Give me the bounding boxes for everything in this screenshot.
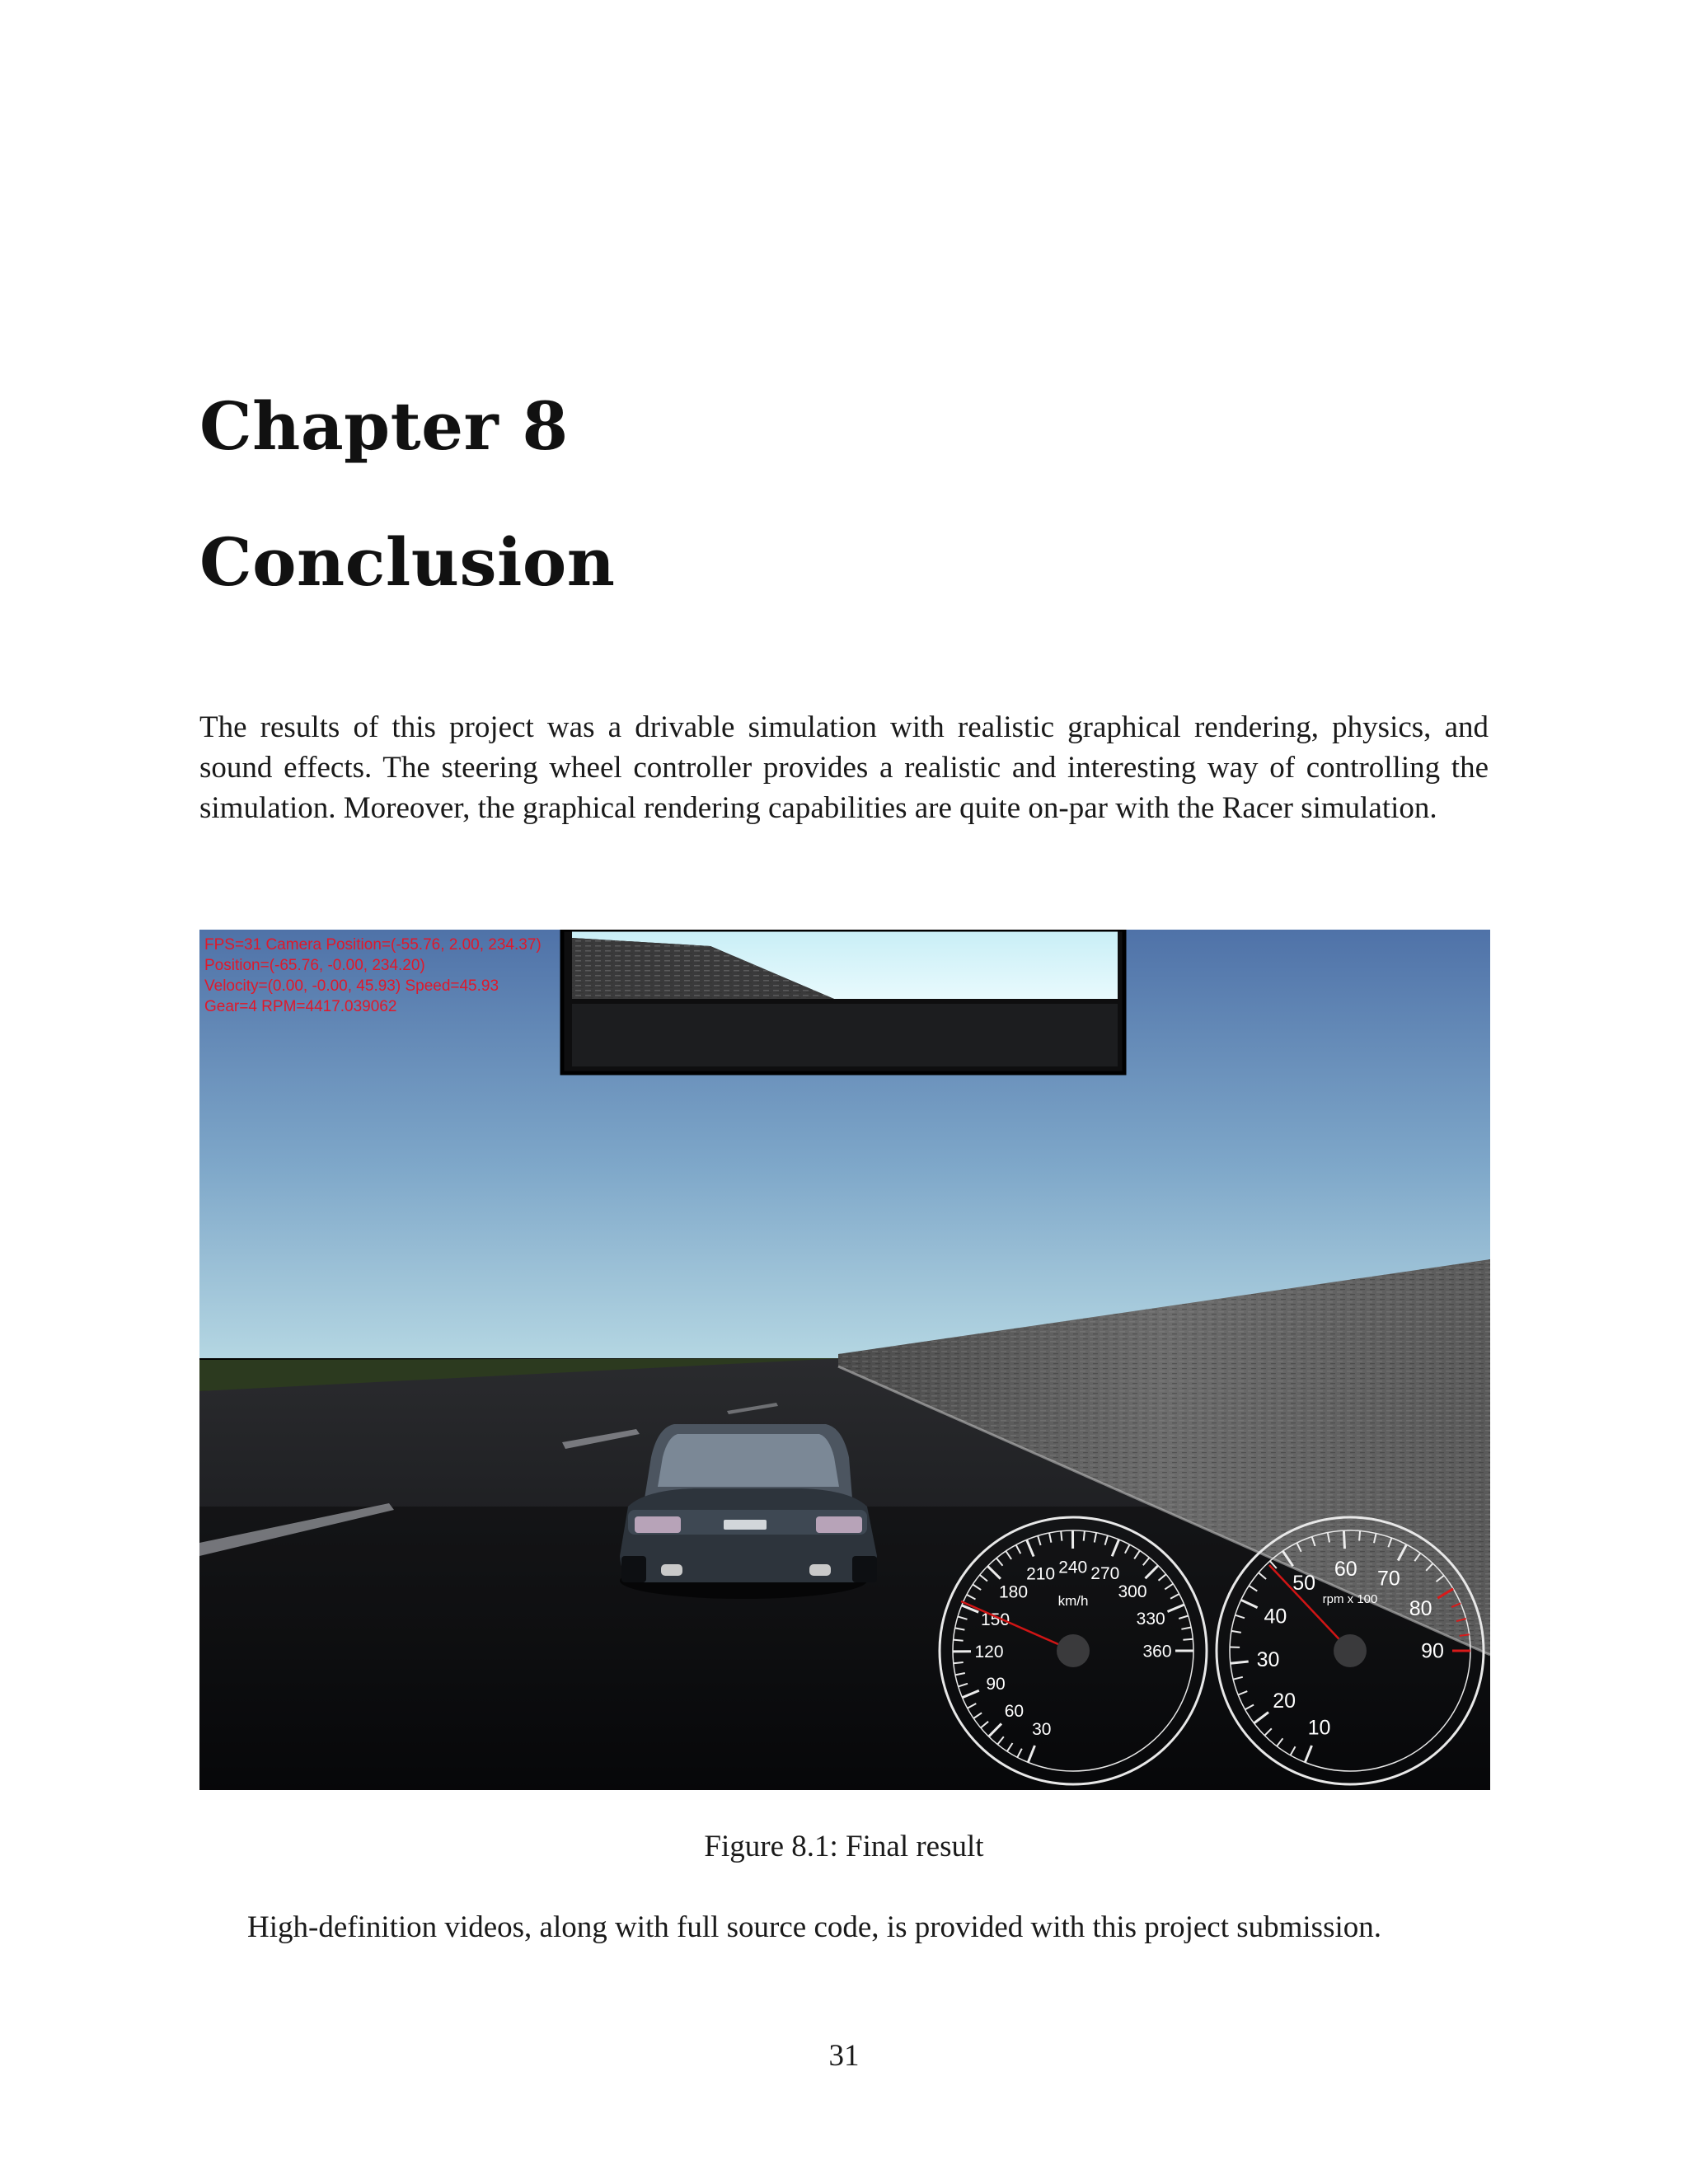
speedometer-tick	[954, 1662, 964, 1663]
figure-caption: Figure 8.1: Final result	[704, 1830, 984, 1863]
speedometer-tick	[1061, 1531, 1062, 1541]
tachometer-tick	[1343, 1530, 1344, 1549]
speedometer-tick	[954, 1640, 964, 1641]
debug-line-gear: Gear=4 RPM=4417.039062	[204, 998, 397, 1015]
tachometer-label: 10	[1307, 1716, 1331, 1740]
tachometer-unit: rpm x 100	[1322, 1592, 1378, 1606]
player-car	[620, 1424, 877, 1599]
speedometer-tick	[1183, 1639, 1193, 1640]
tachometer-label: 90	[1421, 1639, 1444, 1663]
speedometer-label: 120	[974, 1643, 1004, 1661]
simulation-screenshot	[199, 930, 1490, 1790]
debug-line-velocity: Velocity=(0.00, -0.00, 45.93) Speed=45.93	[204, 977, 499, 995]
tachometer-label: 70	[1376, 1567, 1400, 1591]
debug-line-fps: FPS=31 Camera Position=(-55.76, 2.00, 234.37)	[204, 936, 542, 954]
rear-view-mirror	[562, 930, 1124, 1073]
chapter-title: Conclusion	[199, 523, 616, 601]
speedometer-label: 270	[1090, 1564, 1120, 1583]
chapter-label: Chapter 8	[199, 387, 569, 465]
tachometer-label: 80	[1409, 1597, 1432, 1621]
speedometer-label: 210	[1026, 1564, 1056, 1584]
speedometer-label: 180	[998, 1582, 1029, 1602]
speedometer-tick	[1084, 1531, 1085, 1541]
tachometer-label: 40	[1264, 1605, 1287, 1629]
page-number: 31	[828, 2039, 860, 2073]
speedometer-label: 360	[1142, 1642, 1172, 1661]
speedometer-label: 30	[1032, 1719, 1052, 1739]
speedometer-label: 60	[1004, 1702, 1025, 1721]
debug-overlay	[204, 935, 542, 1017]
speedometer-label: 300	[1118, 1582, 1147, 1602]
figure-final-result	[199, 930, 1490, 1790]
debug-line-position: Position=(-65.76, -0.00, 234.20)	[204, 957, 425, 974]
tachometer-label: 60	[1334, 1557, 1357, 1581]
paragraph-results: The results of this project was a drivable simulation with realistic graphical rendering, physics, and sound effects. The steering wheel controller provides a realistic and interesting way of controlling the simulation. Moreover, the graphical rendering capabilities are quite on-par with the Racer simulation.	[199, 710, 1489, 825]
paragraph-videos: High-definition videos, along with full source code, is provided with this project submission.	[247, 1910, 1382, 1944]
tachometer-label: 30	[1256, 1648, 1280, 1672]
speedometer-label: 240	[1058, 1558, 1088, 1577]
tachometer-label: 50	[1292, 1571, 1316, 1595]
speedometer-label: 90	[986, 1675, 1006, 1694]
speedometer-label: 150	[980, 1610, 1010, 1629]
tachometer-label: 20	[1273, 1689, 1296, 1713]
speedometer-label: 330	[1136, 1610, 1165, 1629]
speedometer-unit: km/h	[1057, 1593, 1089, 1609]
tachometer-tick	[1359, 1531, 1360, 1541]
